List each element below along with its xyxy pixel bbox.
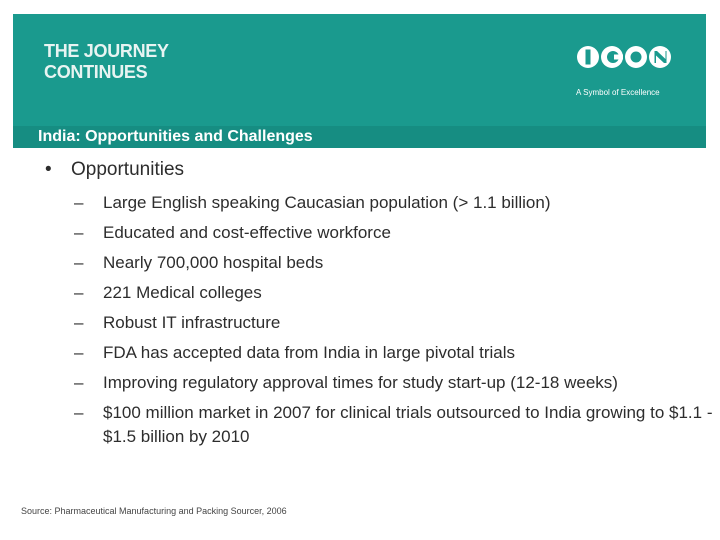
list-item-text: Robust IT infrastructure bbox=[103, 313, 281, 332]
list-item bbox=[74, 311, 714, 335]
bullet-icon: • bbox=[45, 159, 52, 180]
dash-icon: – bbox=[74, 283, 84, 302]
list-item bbox=[74, 221, 714, 245]
list-item bbox=[74, 251, 714, 275]
logo-text: ICON bbox=[576, 45, 579, 46]
list-item bbox=[74, 401, 714, 449]
dash-icon: – bbox=[74, 223, 84, 242]
list-item bbox=[74, 371, 714, 395]
tagline-line-2: CONTINUES bbox=[44, 62, 148, 82]
dash-icon: – bbox=[74, 313, 84, 332]
source-note: Source: Pharmaceutical Manufacturing and Packing Sourcer, 2006 bbox=[21, 506, 287, 516]
tagline bbox=[44, 41, 169, 83]
heading-text: Opportunities bbox=[71, 159, 185, 180]
icon-logo-mark bbox=[576, 45, 686, 85]
list-item-text: Improving regulatory approval times for study start-up (12-18 weeks) bbox=[103, 373, 618, 392]
dash-icon: – bbox=[74, 373, 84, 392]
list-item bbox=[74, 191, 714, 215]
opportunities-heading bbox=[45, 159, 184, 181]
dash-icon: – bbox=[74, 403, 84, 422]
list-item-text: $100 million market in 2007 for clinical trials outsourced to India growing to $1.1 - $1.5 billion by 2010 bbox=[103, 403, 713, 446]
tagline-line-1: THE JOURNEY bbox=[44, 41, 169, 61]
dash-icon: – bbox=[74, 253, 84, 272]
list-item bbox=[74, 281, 714, 305]
dash-icon: – bbox=[74, 343, 84, 362]
icon-logo bbox=[576, 45, 686, 101]
opportunity-list bbox=[74, 191, 714, 455]
list-item-text: Large English speaking Caucasian population (> 1.1 billion) bbox=[103, 193, 551, 212]
list-item-text: Nearly 700,000 hospital beds bbox=[103, 253, 324, 272]
logo-slogan: A Symbol of Excellence bbox=[576, 88, 660, 97]
title-bar bbox=[13, 126, 706, 148]
list-item-text: FDA has accepted data from India in large pivotal trials bbox=[103, 343, 515, 362]
slide-title: India: Opportunities and Challenges bbox=[38, 128, 313, 145]
list-item-text: Educated and cost-effective workforce bbox=[103, 223, 391, 242]
dash-icon: – bbox=[74, 193, 84, 212]
list-item bbox=[74, 341, 714, 365]
list-item-text: 221 Medical colleges bbox=[103, 283, 262, 302]
